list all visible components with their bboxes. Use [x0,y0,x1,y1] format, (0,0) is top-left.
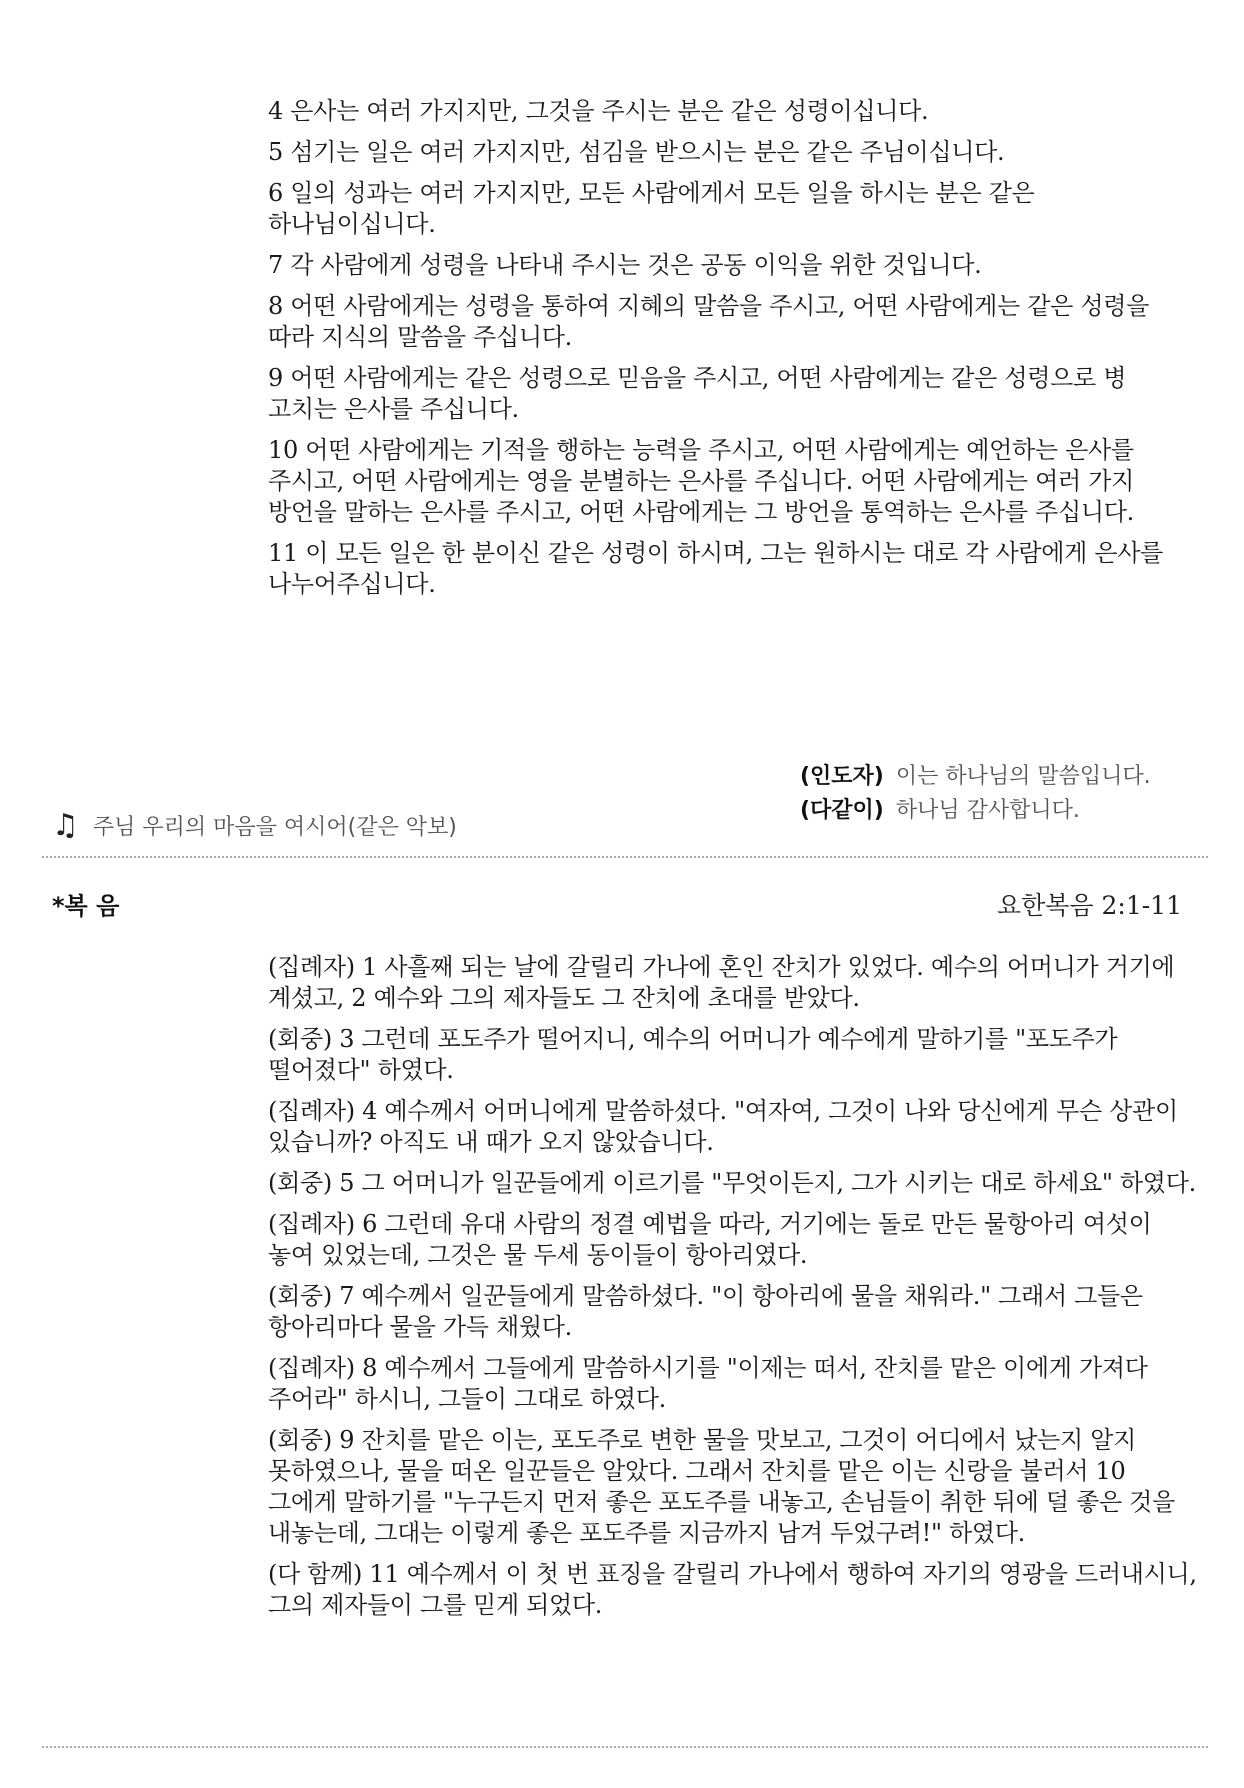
reading-paragraph: (회중) 5 그 어머니가 일꾼들에게 이르기를 "무엇이든지, 그가 시키는 대로 하세요" 하였다. [268,1169,1196,1197]
verse-9: 9 어떤 사람에게는 같은 성령으로 믿음을 주시고, 어떤 사람에게는 같은 성령으로 병 고치는 은사를 주십니다. [268,364,1127,423]
reading-paragraph: (다 함께) 11 예수께서 이 첫 번 표징을 갈릴리 가나에서 행하여 자기의 영광을 드러내시니, 그의 제자들이 그를 믿게 되었다. [268,1560,1197,1619]
section-divider [42,1746,1208,1748]
response-text: 이는 하나님의 말씀입니다. [895,764,1151,789]
reading-paragraph: (집례자) 8 예수께서 그들에게 말씀하시기를 "이제는 떠서, 잔치를 맡은 이에게 가져다 주어라" 하시니, 그들이 그대로 하였다. [268,1354,1148,1413]
gospel-heading: *복 음 [52,892,120,920]
verse-6: 6 일의 성과는 여러 가지지만, 모든 사람에게서 모든 일을 하시는 분은 같은 하나님이십니다. [268,179,1035,238]
reading-paragraph: (집례자) 4 예수께서 어머니에게 말씀하셨다. "여자여, 그것이 나와 당신에게 무슨 상관이 있습니까? 아직도 내 때가 오지 않았습니다. [268,1097,1178,1156]
reading-paragraph: (집례자) 1 사흘째 되는 날에 갈릴리 가나에 혼인 잔치가 있었다. 예수의 어머니가 거기에 계셨고, 2 예수와 그의 제자들도 그 잔치에 초대를 받았다. [268,953,1175,1012]
gospel-readings [268,952,1198,1631]
reading-paragraph: (회중) 3 그런데 포도주가 떨어지니, 예수의 어머니가 예수에게 말하기를 "포도주가 떨어졌다" 하였다. [268,1025,1118,1084]
reading-paragraph: (회중) 7 예수께서 일꾼들에게 말씀하셨다. "이 항아리에 물을 채워라." 그래서 그들은 항아리마다 물을 가득 채웠다. [268,1282,1143,1341]
response-speaker: (다같이) [800,798,884,823]
verse-11: 11 이 모든 일은 한 분이신 같은 성령이 하시며, 그는 원하시는 대로 각 사람에게 은사를 나누어주십니다. [268,539,1164,598]
verse-4: 4 은사는 여러 가지지만, 그것을 주시는 분은 같은 성령이십니다. [268,97,929,125]
reading-paragraph: (집례자) 6 그런데 유대 사람의 정결 예법을 따라, 거기에는 돌로 만든 물항아리 여섯이 놓여 있었는데, 그것은 물 두세 동이들이 항아리였다. [268,1210,1152,1269]
verse-5: 5 섬기는 일은 여러 가지지만, 섬김을 받으시는 분은 같은 주님이십니다. [268,138,1005,166]
reading-paragraph: (회중) 9 잔치를 맡은 이는, 포도주로 변한 물을 맛보고, 그것이 어디에서 났는지 알지 못하였으나, 물을 떠온 일꾼들은 알았다. 그래서 잔치를 맡은 이는 신랑을 불러서 10 그에게 말하기를 "누구든지 먼저 좋은 포도주를 내놓고, 손님들이 취한 뒤에 덜 좋은 것을 내놓는데, 그대는 이렇게 좋은 포도주를 지금까지 남겨 두었구려!" 하였다. [268,1426,1175,1547]
section-divider [42,856,1208,858]
verse-8: 8 어떤 사람에게는 성령을 통하여 지혜의 말씀을 주시고, 어떤 사람에게는 같은 성령을 따라 지식의 말씀을 주십니다. [268,292,1149,351]
response-speaker: (인도자) [800,764,884,789]
response-text: 하나님 감사합니다. [895,798,1080,823]
music-note-icon: ♫ [52,808,79,843]
hymn-line [52,808,457,843]
epistle-verses [268,96,1198,610]
gospel-reference: 요한복음 2:1-11 [996,891,1182,920]
verse-10: 10 어떤 사람에게는 기적을 행하는 능력을 주시고, 어떤 사람에게는 예언하는 은사를 주시고, 어떤 사람에게는 영을 분별하는 은사를 주십니다. 어떤 사람에게는 여러 가지 방언을 말하는 은사를 주시고, 어떤 사람에게는 그 방언을 통역하는 은사를 주십니다. [268,436,1135,526]
verse-7: 7 각 사람에게 성령을 나타내 주시는 것은 공동 이익을 위한 것입니다. [268,251,982,279]
response-all [800,796,1080,826]
hymn-title: 주님 우리의 마음을 여시어(같은 악보) [92,815,457,840]
response-leader [800,762,1151,792]
